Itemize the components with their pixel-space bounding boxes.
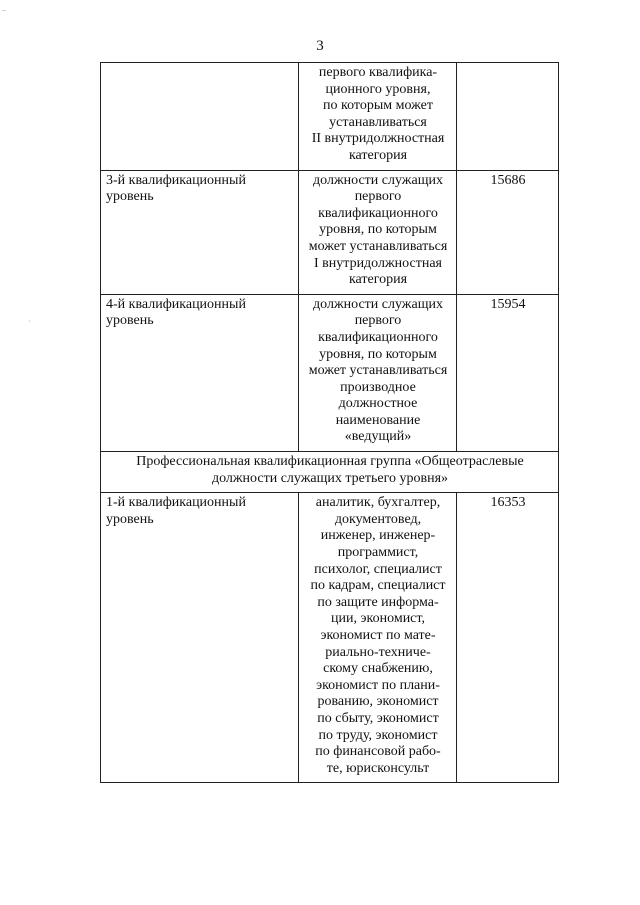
description-line: по кадрам, специалист: [310, 578, 446, 594]
level-cell: [101, 294, 299, 451]
margin-mark: –: [2, 5, 6, 14]
description-line: уровня, по которым: [319, 346, 437, 362]
description-line: наименование: [335, 412, 421, 428]
level-line: 1-й квалификационный: [106, 495, 246, 511]
level-line: 3-й квалификационный: [106, 172, 246, 188]
table-row: [101, 63, 559, 171]
description-line: первого квалифика-: [318, 65, 438, 80]
description-line: должностное: [338, 396, 418, 412]
description-line: скому снабжению,: [323, 661, 433, 677]
group-header-cell: [101, 452, 559, 493]
description-line: те, юрисконсульт: [326, 760, 430, 776]
table-row: [101, 294, 559, 451]
level-line: уровень: [106, 313, 154, 329]
description-line: ционного уровня,: [325, 81, 431, 97]
level-cell: [101, 493, 299, 783]
salary-cell: [457, 63, 559, 171]
table-row: [101, 493, 559, 783]
description-line: по финансовой рабо-: [315, 744, 441, 760]
description-line: инженер, инженер-: [320, 528, 436, 544]
level-cell: [101, 63, 299, 171]
description-line: производное: [340, 379, 416, 395]
group-header-line: должности служащих третьего уровня»: [211, 470, 449, 486]
table-row: [101, 170, 559, 294]
description-line: должности служащих: [313, 172, 443, 188]
description-cell: [299, 294, 457, 451]
level-line: уровень: [106, 511, 154, 527]
level-line: уровень: [106, 189, 154, 205]
description-line: категория: [348, 272, 408, 288]
margin-mark: ·: [28, 317, 31, 326]
description-line: психолог, специалист: [314, 561, 442, 577]
description-cell: [299, 63, 457, 171]
salary-table: [100, 62, 559, 783]
level-cell: [101, 170, 299, 294]
description-line: I внутридолжностная: [314, 255, 442, 271]
description-line: II внутридолжностная: [311, 131, 445, 147]
description-line: экономист по мате-: [320, 628, 436, 643]
description-line: риально-техниче-: [325, 644, 431, 660]
description-line: аналитик, бухгалтер,: [315, 495, 441, 511]
description-line: может устанавливаться: [308, 238, 448, 254]
description-line: по которым может: [323, 98, 433, 114]
salary-cell: 16353: [457, 493, 559, 783]
group-header-line: Профессиональная квалификационная группа «Общеотраслевые: [136, 454, 524, 470]
description-line: по сбыту, экономист: [317, 710, 439, 726]
description-line: «ведущий»: [344, 429, 412, 445]
salary-cell: 15686: [457, 170, 559, 294]
description-line: программист,: [337, 545, 419, 561]
description-line: первого: [354, 313, 402, 329]
description-line: экономист по плани-: [316, 677, 440, 693]
description-line: уровня, по которым: [319, 222, 437, 238]
description-line: ции, экономист,: [331, 611, 425, 627]
description-line: рованию, экономист: [317, 694, 439, 710]
description-line: первого: [354, 189, 402, 205]
level-line: 4-й квалификационный: [106, 296, 246, 312]
description-cell: [299, 170, 457, 294]
description-line: может устанавливаться: [308, 363, 448, 379]
description-line: должности служащих: [313, 296, 443, 312]
description-line: квалификационного: [318, 205, 438, 221]
description-line: квалификационного: [318, 329, 438, 345]
salary-cell: 15954: [457, 294, 559, 451]
group-header-row: [101, 452, 559, 493]
description-line: по труду, экономист: [318, 727, 438, 743]
table-body: [101, 63, 559, 783]
description-line: документовед,: [334, 511, 422, 527]
description-line: устанавливаться: [329, 114, 427, 130]
page-number: 3: [316, 38, 324, 54]
description-line: категория: [348, 147, 408, 163]
description-line: по защите информа-: [317, 594, 439, 610]
description-cell: [299, 493, 457, 783]
